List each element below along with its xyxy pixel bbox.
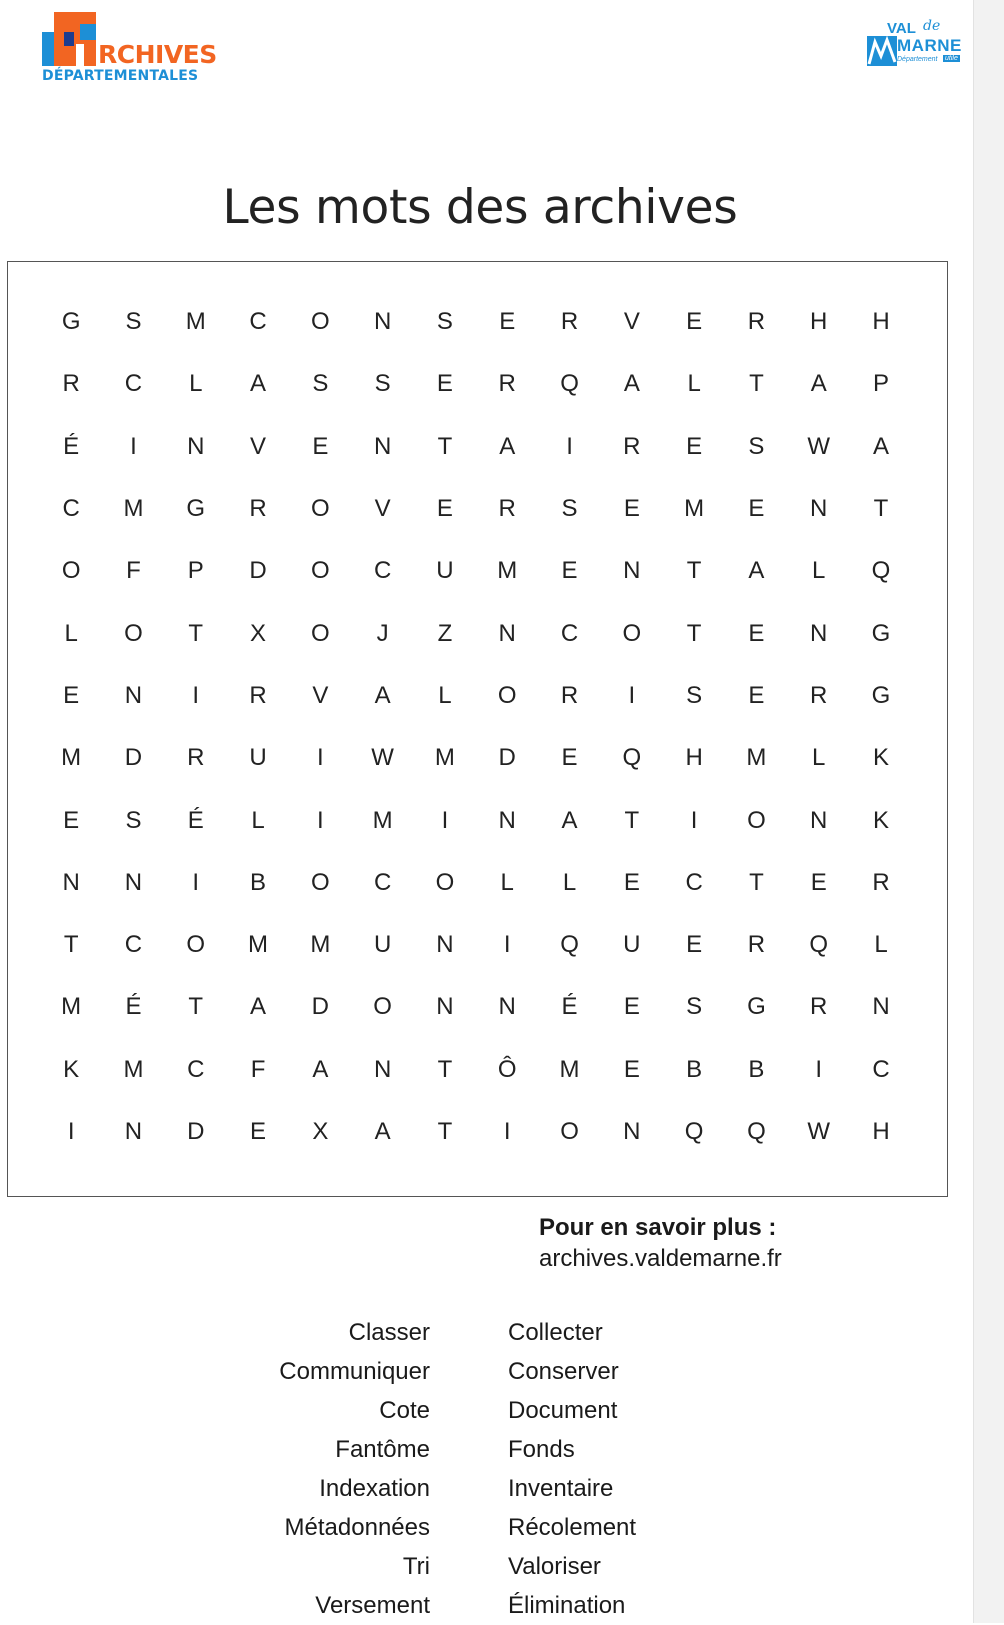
grid-cell[interactable]: E [810, 868, 827, 896]
word-list-item: Élimination [508, 1592, 626, 1619]
grid-cell[interactable]: O [311, 557, 330, 585]
grid-cell[interactable]: B [250, 868, 267, 896]
more-info-url[interactable]: archives.valdemarne.fr [539, 1245, 782, 1272]
grid-cell[interactable]: V [250, 432, 267, 460]
val-de-marne-logo [867, 18, 971, 74]
grid-cell[interactable]: V [374, 495, 391, 523]
word-list-item: Fonds [508, 1436, 575, 1463]
grid-cell[interactable]: G [747, 993, 766, 1021]
grid-cell[interactable]: É [561, 993, 578, 1021]
grid-cell[interactable]: I [690, 806, 698, 834]
grid-cell[interactable]: T [437, 1055, 453, 1083]
grid-cell[interactable]: A [312, 1055, 329, 1083]
grid-cell[interactable]: O [373, 993, 392, 1021]
grid-cell[interactable]: U [436, 557, 454, 585]
grid-cell[interactable]: E [623, 1055, 640, 1083]
grid-cell[interactable]: H [872, 308, 890, 336]
grid-cell[interactable]: N [373, 432, 392, 460]
val-de-marne-emblem-icon [867, 36, 897, 66]
grid-cell[interactable]: W [807, 1118, 831, 1145]
grid-cell[interactable]: G [61, 308, 81, 336]
grid-cell[interactable]: N [373, 308, 392, 336]
grid-cell[interactable]: M [559, 1055, 580, 1083]
grid-cell[interactable]: O [560, 1118, 579, 1145]
grid-cell[interactable]: I [503, 931, 511, 959]
more-info [539, 1212, 782, 1274]
grid-cell[interactable]: N [810, 495, 828, 523]
grid-cell[interactable]: S [686, 681, 703, 709]
logo-block-white [76, 44, 84, 66]
grid-cell[interactable]: I [67, 1118, 75, 1145]
grid-cell[interactable]: C [124, 931, 143, 959]
word-list-item: Versement [315, 1592, 430, 1619]
grid-cell[interactable]: K [873, 744, 890, 772]
grid-cell[interactable]: O [622, 619, 642, 647]
logo-de: de [923, 18, 941, 34]
grid-cell[interactable]: M [248, 931, 269, 959]
grid-cell[interactable]: Q [560, 370, 579, 398]
grid-cell[interactable]: T [749, 868, 764, 896]
grid-cell[interactable]: E [63, 681, 80, 709]
grid-cell[interactable]: N [810, 806, 828, 834]
grid-cell[interactable]: E [623, 993, 640, 1021]
grid-cell[interactable]: O [747, 806, 766, 834]
word-list-item: Métadonnées [284, 1514, 430, 1541]
grid-cell[interactable]: E [63, 806, 80, 834]
grid-cell[interactable]: N [498, 619, 516, 647]
word-list-item: Document [508, 1397, 618, 1424]
grid-cell[interactable]: U [623, 931, 641, 959]
grid-cell[interactable]: E [499, 308, 516, 336]
grid-cell[interactable]: I [566, 432, 573, 460]
grid-cell[interactable]: T [749, 370, 764, 398]
grid-cell[interactable]: M [61, 744, 82, 772]
grid-cell[interactable]: M [61, 993, 82, 1021]
grid-cell[interactable]: R [249, 495, 267, 523]
word-list-item: Fantôme [335, 1436, 430, 1463]
grid-cell[interactable]: N [124, 868, 143, 896]
grid-cell[interactable]: A [623, 370, 640, 398]
grid-cell[interactable]: S [748, 432, 765, 460]
more-info-heading: Pour en savoir plus : [539, 1214, 777, 1241]
grid-cell[interactable]: L [812, 744, 826, 772]
grid-cell[interactable]: T [624, 806, 640, 834]
page-edge-strip [973, 0, 1004, 1623]
grid-cell[interactable]: E [623, 495, 640, 523]
grid-cell[interactable]: I [192, 868, 200, 896]
grid-cell[interactable]: E [561, 744, 578, 772]
grid-cell[interactable]: Z [437, 619, 453, 647]
grid-cell[interactable]: E [623, 868, 640, 896]
grid-cell[interactable]: M [123, 495, 144, 523]
grid-cell[interactable]: R [872, 868, 890, 896]
grid-cell[interactable]: M [310, 931, 331, 959]
word-list-item: Inventaire [508, 1475, 614, 1502]
word-list-item: Classer [348, 1319, 430, 1346]
grid-cell[interactable]: P [873, 370, 890, 398]
grid-cell[interactable]: E [436, 495, 453, 523]
grid-cell[interactable]: E [748, 619, 765, 647]
grid-cell[interactable]: S [125, 308, 142, 336]
grid-cell[interactable]: O [61, 557, 81, 585]
grid-cell[interactable]: R [498, 495, 516, 523]
grid-cell[interactable]: A [810, 370, 827, 398]
grid-cell[interactable]: C [62, 495, 80, 523]
grid-cell[interactable]: H [810, 308, 828, 336]
grid-cell[interactable]: X [250, 619, 267, 647]
grid-cell[interactable]: D [498, 744, 516, 772]
grid-cell[interactable]: S [686, 993, 703, 1021]
grid-cell[interactable]: I [192, 681, 200, 709]
grid-cell[interactable]: H [685, 744, 703, 772]
grid-cell[interactable]: I [317, 806, 324, 834]
grid-cell[interactable]: L [251, 806, 265, 834]
grid-cell[interactable]: A [374, 681, 391, 709]
grid-cell[interactable]: D [187, 1118, 205, 1145]
grid-cell[interactable]: I [317, 744, 324, 772]
grid-cell[interactable]: E [748, 681, 765, 709]
grid-cell[interactable]: R [810, 993, 828, 1021]
grid-cell[interactable]: I [628, 681, 636, 709]
grid-cell[interactable]: N [436, 993, 454, 1021]
grid-cell[interactable]: R [747, 308, 766, 336]
grid-cell[interactable]: O [497, 681, 517, 709]
logo-block-dark [64, 32, 74, 46]
logo-word-archives: RCHIVES [98, 40, 217, 69]
grid-cell[interactable]: T [873, 495, 889, 523]
grid-cell[interactable]: E [686, 432, 703, 460]
grid-cell[interactable]: E [312, 432, 329, 460]
grid-cell[interactable]: C [187, 1055, 205, 1083]
grid-cell[interactable]: R [498, 370, 516, 398]
grid-cell[interactable]: É [187, 806, 204, 834]
grid-cell[interactable]: B [686, 1055, 703, 1083]
grid-cell[interactable]: N [187, 432, 205, 460]
logo-utile: utile [945, 55, 958, 62]
grid-cell[interactable]: A [250, 993, 267, 1021]
grid-cell[interactable]: M [372, 806, 393, 834]
grid-cell[interactable]: O [311, 308, 330, 336]
grid-cell[interactable]: L [562, 868, 577, 896]
grid-cell[interactable]: O [435, 868, 455, 896]
grid-cell[interactable]: L [438, 681, 452, 709]
grid-cell[interactable]: M [185, 308, 206, 336]
grid-cell[interactable]: T [188, 619, 204, 647]
grid-cell[interactable]: R [62, 370, 80, 398]
grid-cell[interactable]: É [63, 432, 80, 460]
grid-cell[interactable]: R [249, 681, 267, 709]
grid-cell[interactable]: A [374, 1118, 391, 1145]
grid-cell[interactable]: Q [747, 1118, 766, 1145]
grid-cell[interactable]: N [623, 557, 641, 585]
grid-cell[interactable]: T [686, 557, 702, 585]
grid-cell[interactable]: M [746, 744, 767, 772]
grid-cell[interactable]: O [311, 868, 330, 896]
grid-cell[interactable]: N [498, 993, 516, 1021]
grid-cell[interactable]: E [748, 495, 765, 523]
archives-logo [40, 10, 217, 86]
grid-cell[interactable]: M [123, 1055, 144, 1083]
grid-cell[interactable]: C [249, 308, 267, 336]
grid-cell[interactable]: S [436, 308, 453, 336]
grid-cell[interactable]: V [623, 308, 640, 336]
grid-cell[interactable]: T [63, 931, 79, 959]
grid-cell[interactable]: N [124, 681, 143, 709]
grid-cell[interactable]: U [249, 744, 267, 772]
word-list-item: Récolement [508, 1514, 637, 1541]
word-list-right [508, 1313, 768, 1625]
grid-cell[interactable]: L [812, 557, 826, 585]
grid-cell[interactable]: D [124, 744, 143, 772]
grid-cell[interactable]: A [873, 432, 890, 460]
grid-cell[interactable]: T [437, 1118, 453, 1145]
grid-cell[interactable]: A [250, 370, 267, 398]
grid-cell[interactable]: O [311, 495, 330, 523]
grid-cell[interactable]: Q [809, 931, 829, 959]
grid-cell[interactable]: K [63, 1055, 80, 1083]
grid-cell[interactable]: A [748, 557, 765, 585]
word-list-item: Conserver [508, 1358, 619, 1385]
grid-cell[interactable]: T [188, 993, 204, 1021]
grid-cell[interactable]: M [684, 495, 705, 523]
grid-cell[interactable]: R [810, 681, 828, 709]
grid-cell[interactable]: C [373, 868, 392, 896]
grid-cell[interactable]: N [436, 931, 454, 959]
grid-cell[interactable]: P [187, 557, 204, 585]
grid-cell[interactable]: Q [622, 744, 642, 772]
grid-cell[interactable]: N [872, 993, 890, 1021]
grid-cell[interactable]: Ô [497, 1055, 517, 1083]
grid-cell[interactable]: L [500, 868, 514, 896]
grid-cell[interactable]: R [623, 432, 641, 460]
grid-cell[interactable]: E [250, 1118, 267, 1145]
grid-cell[interactable]: S [125, 806, 142, 834]
grid-cell[interactable]: C [872, 1055, 890, 1083]
grid-cell[interactable]: A [499, 432, 516, 460]
grid-cell[interactable]: T [437, 432, 453, 460]
grid-cell[interactable]: L [874, 931, 888, 959]
grid-cell[interactable]: W [371, 744, 394, 772]
logo-marne: MARNE [897, 36, 962, 55]
grid-cell[interactable]: F [250, 1055, 266, 1083]
grid-cell[interactable]: L [687, 370, 701, 398]
word-list-item: Communiquer [279, 1358, 430, 1385]
grid-cell[interactable]: I [130, 432, 137, 460]
grid-cell[interactable]: C [685, 868, 703, 896]
word-list-item: Collecter [508, 1319, 603, 1346]
grid-cell[interactable]: F [126, 557, 141, 585]
grid-cell[interactable]: D [311, 993, 329, 1021]
grid-cell[interactable]: R [747, 931, 766, 959]
grid-cell[interactable]: M [497, 557, 518, 585]
grid-cell[interactable]: N [124, 1118, 143, 1145]
grid-cell[interactable]: K [873, 806, 890, 834]
word-list-item: Indexation [319, 1475, 430, 1502]
grid-cell[interactable]: O [311, 619, 330, 647]
grid-cell[interactable]: T [686, 619, 702, 647]
grid-cell[interactable]: I [503, 1118, 511, 1145]
grid-cell[interactable]: N [810, 619, 828, 647]
grid-cell[interactable]: D [249, 557, 267, 585]
grid-cell[interactable]: X [312, 1118, 329, 1145]
grid-cell[interactable]: R [560, 681, 579, 709]
grid-cell[interactable]: J [376, 619, 389, 647]
word-list-left [200, 1313, 430, 1625]
grid-cell[interactable]: N [498, 806, 516, 834]
grid-cell[interactable]: E [561, 557, 578, 585]
grid-cell[interactable]: R [560, 308, 579, 336]
word-list-item: Tri [402, 1553, 430, 1580]
logo-val: VAL [887, 20, 916, 37]
grid-cell[interactable]: B [748, 1055, 765, 1083]
grid-cell[interactable]: C [373, 557, 392, 585]
grid-cell[interactable]: Q [871, 557, 891, 585]
grid-cell[interactable]: I [815, 1055, 823, 1083]
grid-cell[interactable]: I [441, 806, 449, 834]
grid-cell[interactable]: N [62, 868, 80, 896]
word-list-item: Valoriser [508, 1553, 601, 1580]
grid-cell[interactable]: Q [684, 1118, 704, 1145]
page-title: Les mots des archives [222, 180, 738, 235]
grid-cell[interactable]: S [561, 495, 578, 523]
grid-cell[interactable]: S [312, 370, 329, 398]
grid-cell[interactable]: R [187, 744, 205, 772]
logo-departement: Département [897, 56, 938, 63]
grid-cell[interactable]: Q [560, 931, 579, 959]
grid-cell[interactable]: E [436, 370, 453, 398]
grid-cell[interactable]: É [125, 993, 142, 1021]
grid-cell[interactable]: S [374, 370, 391, 398]
grid-cell[interactable]: C [560, 619, 579, 647]
grid-cell[interactable]: H [872, 1118, 890, 1145]
grid-cell[interactable]: V [312, 681, 329, 709]
grid-cell[interactable]: E [686, 931, 703, 959]
grid-cell[interactable]: A [561, 806, 578, 834]
grid-cell[interactable]: M [434, 744, 455, 772]
grid-cell[interactable]: G [871, 681, 891, 709]
grid-cell[interactable]: L [64, 619, 78, 647]
grid-cell[interactable]: N [623, 1118, 641, 1145]
word-list-item: Cote [379, 1397, 430, 1424]
grid-cell[interactable]: N [373, 1055, 392, 1083]
grid-cell[interactable]: C [124, 370, 143, 398]
grid-cell[interactable]: G [871, 619, 891, 647]
word-search-grid [40, 291, 912, 1163]
grid-cell[interactable]: G [186, 495, 206, 523]
grid-cell[interactable]: E [686, 308, 703, 336]
logo-word-departementales: DÉPARTEMENTALES [42, 68, 199, 84]
grid-cell[interactable]: U [373, 931, 392, 959]
grid-cell[interactable]: O [124, 619, 143, 647]
grid-cell[interactable]: O [186, 931, 206, 959]
logo-block-blue-right [80, 24, 96, 40]
grid-cell[interactable]: W [807, 432, 831, 460]
grid-cell[interactable]: L [189, 370, 203, 398]
